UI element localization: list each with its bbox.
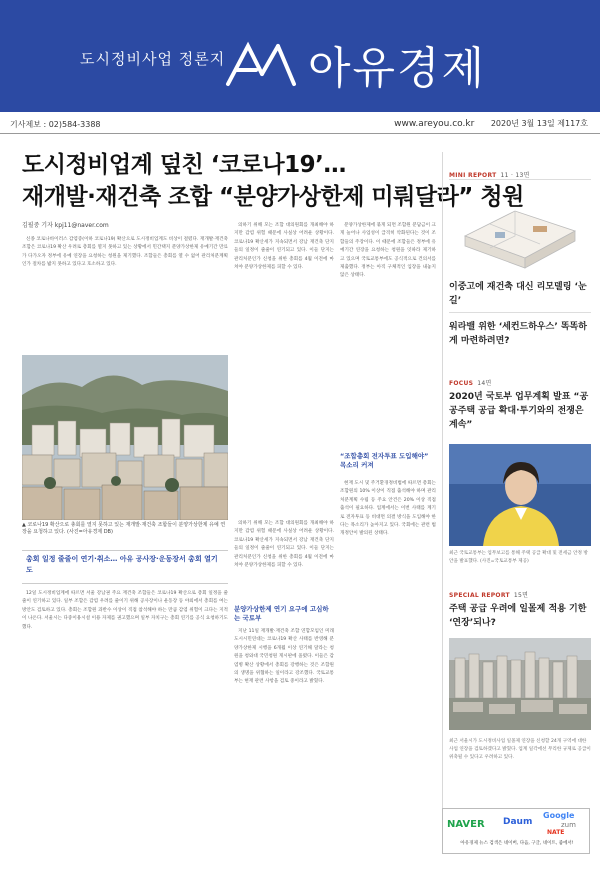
mini-report-title-1[interactable]: 이중고에 재건축 대신 리모델링 ‘눈길’ (449, 282, 587, 306)
nate-logo: NATE (547, 829, 565, 836)
headline-line-2: 재개발·재건축 조합 “분양가상한제 미뤄달라” 청원 (22, 184, 524, 210)
portal-search-ad[interactable] (442, 808, 590, 854)
article-photo-city-view (22, 355, 228, 520)
photo-caption: ▲ 코로나19 확산으로 총회를 열지 못하고 있는 재개발·재건축 조합들이 분양가상한제 유예 연장을 요청하고 있다. (사진=아유경제 DB) (22, 522, 226, 535)
newspaper-title: 아유경제 (308, 43, 487, 94)
masthead (0, 0, 600, 112)
article-paragraph: 의하기 위해 모는 조합 대의원회를 개최해야 하지만 감염 위험 때문에 사실상 어려운 상황이다. 코로나19 확산세가 지속되면서 강남 재건축 단지들의 일정이 줄줄이 연기되고 있다. 이들 단지는 관리처분인가 신청을 위한 총회를 4월 이전에 마쳐야 분양가상한제를 피할 수 있다. (234, 521, 334, 569)
daum-logo: Daum (503, 817, 533, 827)
article-paragraph: 지난 11일 재개발·재건축 조합 연합모임인 미래도시시민연대는 코로나19 확산 사태를 반영해 분양가상한제 시행을 6개월 이상 연기해 달라는 청원을 청와대 국민청원 게시판에 올렸다. 이들은 감염병 확산 상황에서 총회를 강행하는 것은 조합원의 생명을 위협하는 일이라고 강조했다. 국토교통부는 현재 관련 사항을 검토 중이라고 밝혔다. (234, 629, 334, 685)
article-subhead: 총회 일정 줄줄이 연기·취소… 아유 공사장·운동장서 총회 열기도 (22, 550, 228, 584)
article-column-2-top (234, 222, 334, 350)
divider (449, 179, 591, 180)
newspaper-logo-icon (222, 40, 302, 90)
zum-logo: zum (561, 821, 576, 829)
byline: 김필중 기자 kpj11@naver.com (22, 222, 109, 229)
article-paragraph: 12일 도시정비업계에 따르면 서울 강남권 주요 재건축 조합들은 코로나19 확산으로 총회 일정을 줄줄이 연기하고 있다. 일부 조합은 감염 우려를 줄이기 위해 공사장이나 운동장 등 야외에서 총회를 여는 방안도 검토하고 있다. 총회는 조합원 과반수 이상이 직접 참석해야 하는 만큼 감염 위험이 크다는 지적이 나온다. 서울시는 다중이용시설 이용 자제를 권고했으며 일부 자치구는 총회 연기를 공식 요청하기도 했다. (22, 591, 228, 630)
focus-title[interactable]: 2020년 국토부 업무계획 발표 “공공주택 공급 확대·투기와의 전쟁은 계속” (449, 392, 589, 430)
mini-report-label: MINI REPORT 11 · 13면 (449, 172, 530, 179)
divider (449, 312, 591, 313)
article-column-2-bottom (234, 628, 334, 853)
masthead-tagline: 도시정비사업 정론지 (80, 50, 226, 68)
special-report-label: SPECIAL REPORT 15면 (449, 592, 529, 599)
article-paragraph: 신종 코로나바이러스 감염증(이하 코로나19) 확산으로 도시정비업계도 비상이 걸렸다. 재개발·재건축 조합은 코로나19 확산 우려로 총회를 열지 못하고 있는 상황에서 민간택지 분양가상한제 유예기간 만료가 다가오자 정부에 유예 연장을 요청하는 청원을 제기했다. 조합들은 총회를 열 수 없어 관리처분계획 인가 절차를 밟지 못하고 있다고 호소하고 있다. (22, 237, 228, 268)
special-report-caption: 최근 서울시가 도시정비사업 일몰제 연장을 신청할 24개 구역에 대한 사업 연장을 검토하겠다고 밝혔다. 업계 일각에선 무리한 규제로 공급이 위축될 수 있다고 우려하고 있다. (449, 739, 591, 760)
article-column-3-top (340, 222, 436, 442)
focus-label: FOCUS 14면 (449, 380, 492, 387)
article-paragraph: 현재 도시 및 주거환경정비법에 따르면 총회는 조합원의 10% 이상이 직접 출석해야 하며 관리처분계획 수립 등 주요 안건은 20% 이상 직접 출석이 필요하다. 업계에서는 이번 사태를 계기로 전자투표 등 비대면 의결 방식을 도입해야 한다는 목소리가 높아지고 있다. 국회에는 관련 법 개정안이 발의된 상태다. (340, 481, 436, 537)
info-bar (0, 112, 600, 134)
article-paragraph: 의하기 위해 모는 조합 대의원회를 개최해야 하지만 감염 위험 때문에 사실상 어려운 상황이다. 코로나19 확산세가 지속되면서 강남 재건축 단지들의 일정이 줄줄이 연기되고 있다. 이들 단지는 관리처분인가 신청을 위한 총회를 4월 이전에 마쳐야 분양가상한제를 피할 수 있다. (234, 223, 334, 271)
sidebar (442, 152, 590, 852)
mini-report-title-2[interactable]: 워라밸 위한 ‘세컨드하우스’ 똑똑하게 마련하려면? (449, 322, 587, 346)
article-column-1-bottom (22, 590, 228, 850)
article-column-3-bottom (340, 480, 436, 853)
issue-info (394, 118, 588, 129)
floorplan-illustration-icon (455, 186, 585, 276)
headline-line-1: 도시정비업계 덮친 ‘코로나19’… (22, 152, 346, 178)
google-logo: Google (543, 811, 575, 820)
tip-phone: 기사제보 : 02)584-3388 (10, 120, 101, 129)
section-heading-2: 분양가상한제 연기 요구에 고심하는 국토부 (234, 605, 329, 622)
article-column-2-mid (234, 520, 334, 600)
ad-text: 아유경제 뉴스 검색은 네이버, 다음, 구글, 네이트, 줌에서! (460, 841, 574, 846)
article-column-1-top (22, 236, 228, 348)
website-link[interactable]: www.areyou.co.kr (394, 119, 475, 129)
apartment-aerial-photo (449, 638, 591, 730)
section-heading-3: “조합총회 전자투표 도입해야” 목소리 커져 (340, 452, 429, 469)
special-report-title[interactable]: 주택 공급 우려에 일몰제 적용 기한 ‘연장’되나? (449, 604, 587, 628)
official-portrait-photo (449, 444, 591, 546)
issue-date: 2020년 3월 13일 제117호 (490, 119, 588, 128)
naver-logo: NAVER (447, 819, 485, 830)
focus-photo-caption: 최근 국토교통부는 업무보고를 통해 주택 공급 확대 및 전세금 안정 방안을 발표했다. (사진=국토교통부 제공) (449, 551, 588, 564)
article-paragraph: 분양가상한제에 묶게 되면 조합원 분담금이 크게 늘어나 사업성이 급격히 악화된다는 것이 조합들의 주장이다. 이 때문에 조합들은 정부에 유예기간 연장을 요청하는 청원을 잇따라 제기하고 있으며 국토교통부에도 공식적으로 건의서를 제출했다. 정부는 아직 구체적인 입장을 내놓지 않은 상태다. (340, 223, 436, 279)
